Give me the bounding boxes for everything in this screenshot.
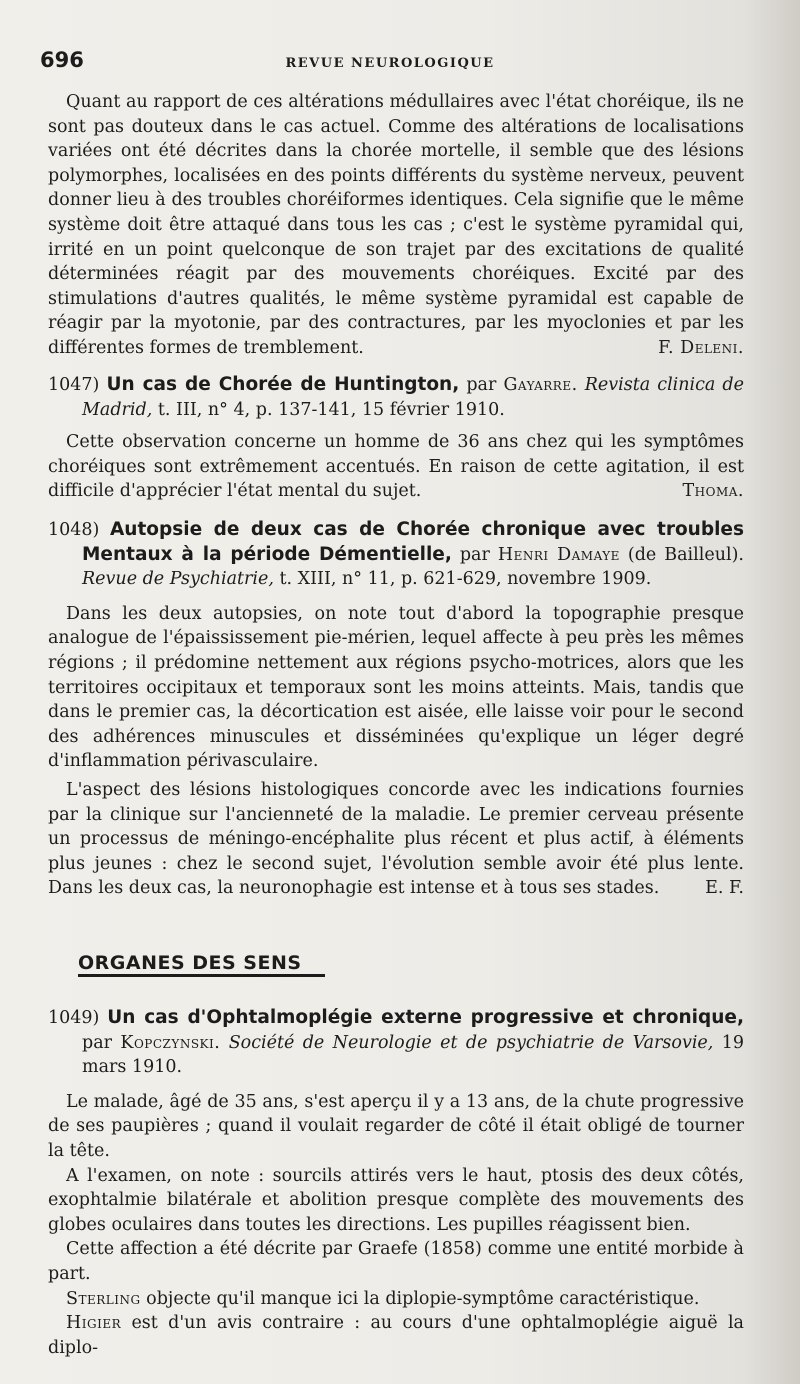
entry-body-text: L'aspect des lésions histologiques concorde avec les indications fournies par la clinique sur l'ancienneté de la maladie. Le premier cerveau présente un processus de méningo-encéphalite plus récent et plus actif, à éléments plus jeunes : chez le second sujet, l'évolution semble avoir été plus lente. Dans les deux cas, la neuronophagie est intense et à tous ses stades. bbox=[48, 779, 744, 899]
entry-1049 bbox=[48, 1006, 744, 1360]
entry-author-note: (de Bailleul). bbox=[627, 544, 744, 565]
entry-author: Kopczynski. bbox=[120, 1032, 221, 1053]
discussant-text: objecte qu'il manque ici la diplopie-symptôme caractéristique. bbox=[146, 1288, 700, 1309]
entry-source: Revista clinica de Madrid, bbox=[82, 375, 744, 420]
entry-details: t. XIII, n° 11, p. 621-629, novembre 1909. bbox=[279, 569, 652, 590]
section-heading: ORGANES DES SENS bbox=[78, 952, 302, 974]
intro-paragraph bbox=[48, 90, 744, 361]
entry-heading bbox=[48, 1006, 744, 1080]
entry-number: 1049) bbox=[48, 1008, 100, 1028]
entry-paragraph bbox=[48, 1287, 744, 1312]
entry-paragraph: Le malade, âgé de 35 ans, s'est aperçu il y a 13 ans, de la chute progressive de ses paupières ; quand il voulait regarder de côté il était obligé de tourner la tête. bbox=[48, 1091, 744, 1161]
page-number: 696 bbox=[40, 48, 84, 72]
section-underline bbox=[78, 974, 325, 977]
entry-heading bbox=[48, 373, 744, 422]
entry-by: par bbox=[459, 544, 490, 565]
entry-details: 19 mars 1910. bbox=[82, 1032, 744, 1078]
entry-paragraph bbox=[48, 430, 744, 504]
running-head bbox=[40, 42, 740, 72]
entry-paragraph: A l'examen, on note : sourcils attirés vers le haut, ptosis des deux côtés, exophtalmie bilatérale et abolition presque complète des mouvements des globes oculaires dans toutes les directions. Les pupilles réagissent bien. bbox=[48, 1165, 744, 1235]
entry-paragraph bbox=[48, 778, 744, 901]
entry-title: Un cas d'Ophtalmoplégie externe progressive et chronique, bbox=[107, 1007, 744, 1028]
intro-signature: F. Deleni. bbox=[658, 337, 744, 358]
entry-title: Un cas de Chorée de Huntington, bbox=[106, 374, 460, 395]
entry-author: Gayarre. bbox=[503, 375, 578, 395]
entry-paragraph bbox=[48, 1311, 744, 1360]
entry-heading bbox=[48, 518, 744, 592]
intro-block bbox=[48, 90, 744, 361]
entry-source: Société de Neurologie et de psychiatrie de Varsovie, bbox=[228, 1032, 714, 1053]
entry-body-text: Cette observation concerne un homme de 36 ans chez qui les symptômes choréiques sont extrêmement accentués. En raison de cette agitation, il est difficile d'apprécier l'état mental du sujet. bbox=[48, 432, 744, 502]
entry-signature: Thoma. bbox=[682, 481, 744, 502]
entry-details: t. III, n° 4, p. 137-141, 15 février 1910. bbox=[157, 399, 505, 420]
entry-paragraph: Dans les deux autopsies, on note tout d'abord la topographie presque analogue de l'épaississement pie-mérien, lequel affecte à peu près les mêmes régions ; il prédomine nettement aux régions psycho-motrices, alors que les territoires occipitaux et temporaux sont les moins atteints. Mais, tandis que dans le premier cas, la décortication est aisée, elle laisse voir pour le second des adhérences minuscules et disséminées qu'explique un léger degré d'inflammation périvasculaire. bbox=[48, 603, 744, 772]
entry-by: par bbox=[82, 1032, 113, 1053]
entry-paragraph: Cette affection a été décrite par Graefe (1858) comme une entité morbide à part. bbox=[48, 1239, 744, 1284]
entry-title: Autopsie de deux cas de Chorée chronique avec troubles Mentaux à la période Démentielle, bbox=[82, 519, 744, 565]
entry-1047 bbox=[48, 373, 744, 504]
entry-source: Revue de Psychiatrie, bbox=[82, 569, 274, 590]
discussant-text: est d'un avis contraire : au cours d'une ophtalmoplégie aiguë la diplo- bbox=[48, 1313, 744, 1358]
entry-number: 1048) bbox=[48, 520, 100, 540]
journal-title: REVUE NEUROLOGIQUE bbox=[285, 56, 495, 71]
entry-signature: E. F. bbox=[705, 878, 744, 899]
intro-text: Quant au rapport de ces altérations médullaires avec l'état choréique, ils ne sont pas douteux dans le cas actuel. Comme des altérations de localisations variées ont été décrites dans la chorée mortelle, il semble que des lésions polymorphes, localisées en des points différents du système nerveux, peuvent donner lieu à des troubles choréiformes identiques. Cela signifie que le même système doit être attaqué dans tous les cas ; c'est le système pyramidal qui, irrité en un point quelconque de son trajet par des excitations de qualité déterminées réagit par des mouvements choréiques. Excité par des stimulations d'autres qualités, le même système pyramidal est capable de réagir par la myotonie, par des contractures, par les myoclonies et par les différentes formes de tremblement. bbox=[48, 92, 744, 358]
entry-by: par bbox=[466, 375, 497, 395]
discussant-name: Sterling bbox=[66, 1288, 141, 1309]
entry-author: Henri Damaye bbox=[497, 544, 620, 565]
entry-1048 bbox=[48, 518, 744, 901]
discussant-name: Higier bbox=[66, 1313, 122, 1334]
entry-number: 1047) bbox=[48, 375, 100, 395]
